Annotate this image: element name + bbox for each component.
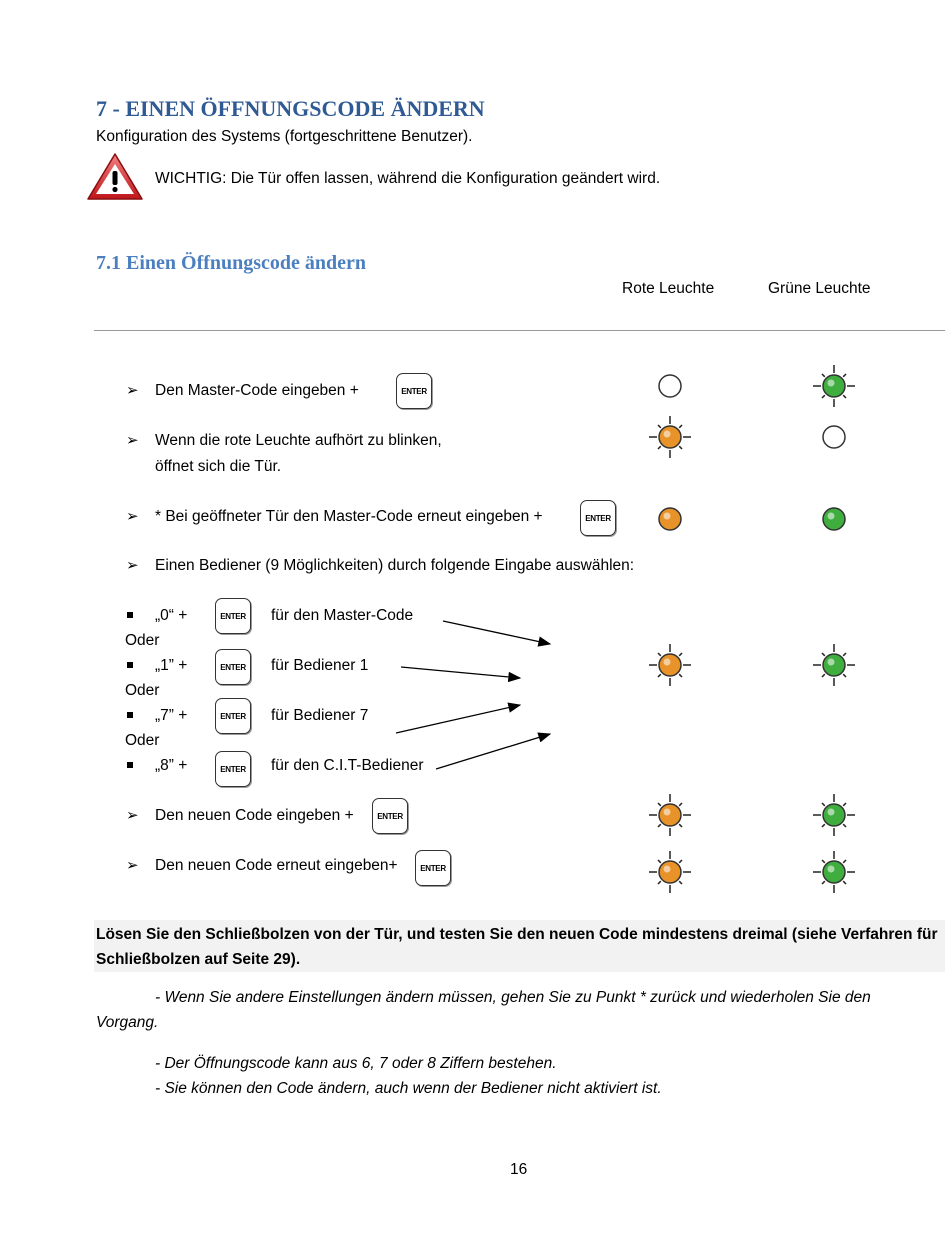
green-led-on-icon [812,497,856,541]
step-text: * Bei geöffneter Tür den Master-Code erneut eingeben + [155,508,543,525]
note-line: - Sie können den Code ändern, auch wenn der Bediener nicht aktiviert ist. [155,1080,662,1097]
step-text: Den neuen Code eingeben + [155,807,354,824]
red-led-on-icon [648,497,692,541]
important-note: Lösen Sie den Schließbolzen von der Tür, und testen Sie den neuen Code mindestens dreimal (siehe Verfahren für Schließbolzen auf Seite 29). [96,926,938,968]
green-led-blinking-icon [812,793,856,837]
enter-key-icon: ENTER [372,798,408,834]
oder-label: Oder [125,732,160,749]
page-title: 7 - EINEN ÖFFNUNGSCODE ÄNDERN [96,96,485,121]
red-led-blinking-icon [648,643,692,687]
arrow-line [401,667,520,678]
green-led-blinking-icon [812,643,856,687]
arrow-bullet-icon: ➢ [126,382,139,399]
option-key: „0“ + [155,607,188,624]
option-desc: für den Master-Code [271,607,414,624]
option-key: „7” + [155,707,188,724]
enter-key-icon: ENTER [215,751,251,787]
green-led-blinking-icon [812,850,856,894]
step-text: Den neuen Code erneut eingeben+ [155,857,398,874]
column-header-red: Rote Leuchte [622,280,715,297]
arrow-line [443,621,550,644]
green-led-off-icon [812,415,856,459]
warning-text: WICHTIG: Die Tür offen lassen, während die Konfiguration geändert wird. [155,170,661,187]
red-led-blinking-icon [648,850,692,894]
option-key: „1” + [155,657,188,674]
red-led-blinking-icon [648,415,692,459]
enter-key-icon: ENTER [215,649,251,685]
arrow-line [436,734,550,769]
arrow-bullet-icon: ➢ [126,432,139,449]
enter-key-icon: ENTER [215,698,251,734]
option-desc: für Bediener 1 [271,657,369,674]
option-key: „8” + [155,757,188,774]
red-led-blinking-icon [648,793,692,837]
arrow-line [396,705,520,733]
oder-label: Oder [125,632,160,649]
enter-key-icon: ENTER [580,500,616,536]
enter-key-icon: ENTER [415,850,451,886]
note-line: - Der Öffnungscode kann aus 6, 7 oder 8 Ziffern bestehen. [155,1055,557,1072]
option-desc: für Bediener 7 [271,707,369,724]
arrow-bullet-icon: ➢ [126,807,139,824]
section-title: 7.1 Einen Öffnungscode ändern [96,252,367,274]
option-desc: für den C.I.T-Bediener [271,757,424,774]
enter-key-icon: ENTER [215,598,251,634]
note-line: - Wenn Sie andere Einstellungen ändern müssen, gehen Sie zu Punkt * zurück und wiederholen Sie den [155,989,871,1006]
arrow-bullet-icon: ➢ [126,857,139,874]
oder-label: Oder [125,682,160,699]
step-text: Einen Bediener (9 Möglichkeiten) durch folgende Eingabe auswählen: [155,557,635,574]
red-led-off-icon [648,364,692,408]
step-text: Den Master-Code eingeben + [155,382,359,399]
note-line-continued: Vorgang. [96,1014,159,1031]
page-number: 16 [510,1161,528,1178]
arrow-bullet-icon: ➢ [126,557,139,574]
arrow-bullet-icon: ➢ [126,508,139,525]
enter-key-icon: ENTER [396,373,432,409]
intro-text: Konfiguration des Systems (fortgeschrittene Benutzer). [96,128,473,145]
column-header-green: Grüne Leuchte [768,280,871,297]
step-text-continued: öffnet sich die Tür. [155,458,282,475]
green-led-blinking-icon [812,364,856,408]
step-text: Wenn die rote Leuchte aufhört zu blinken, [155,432,442,449]
